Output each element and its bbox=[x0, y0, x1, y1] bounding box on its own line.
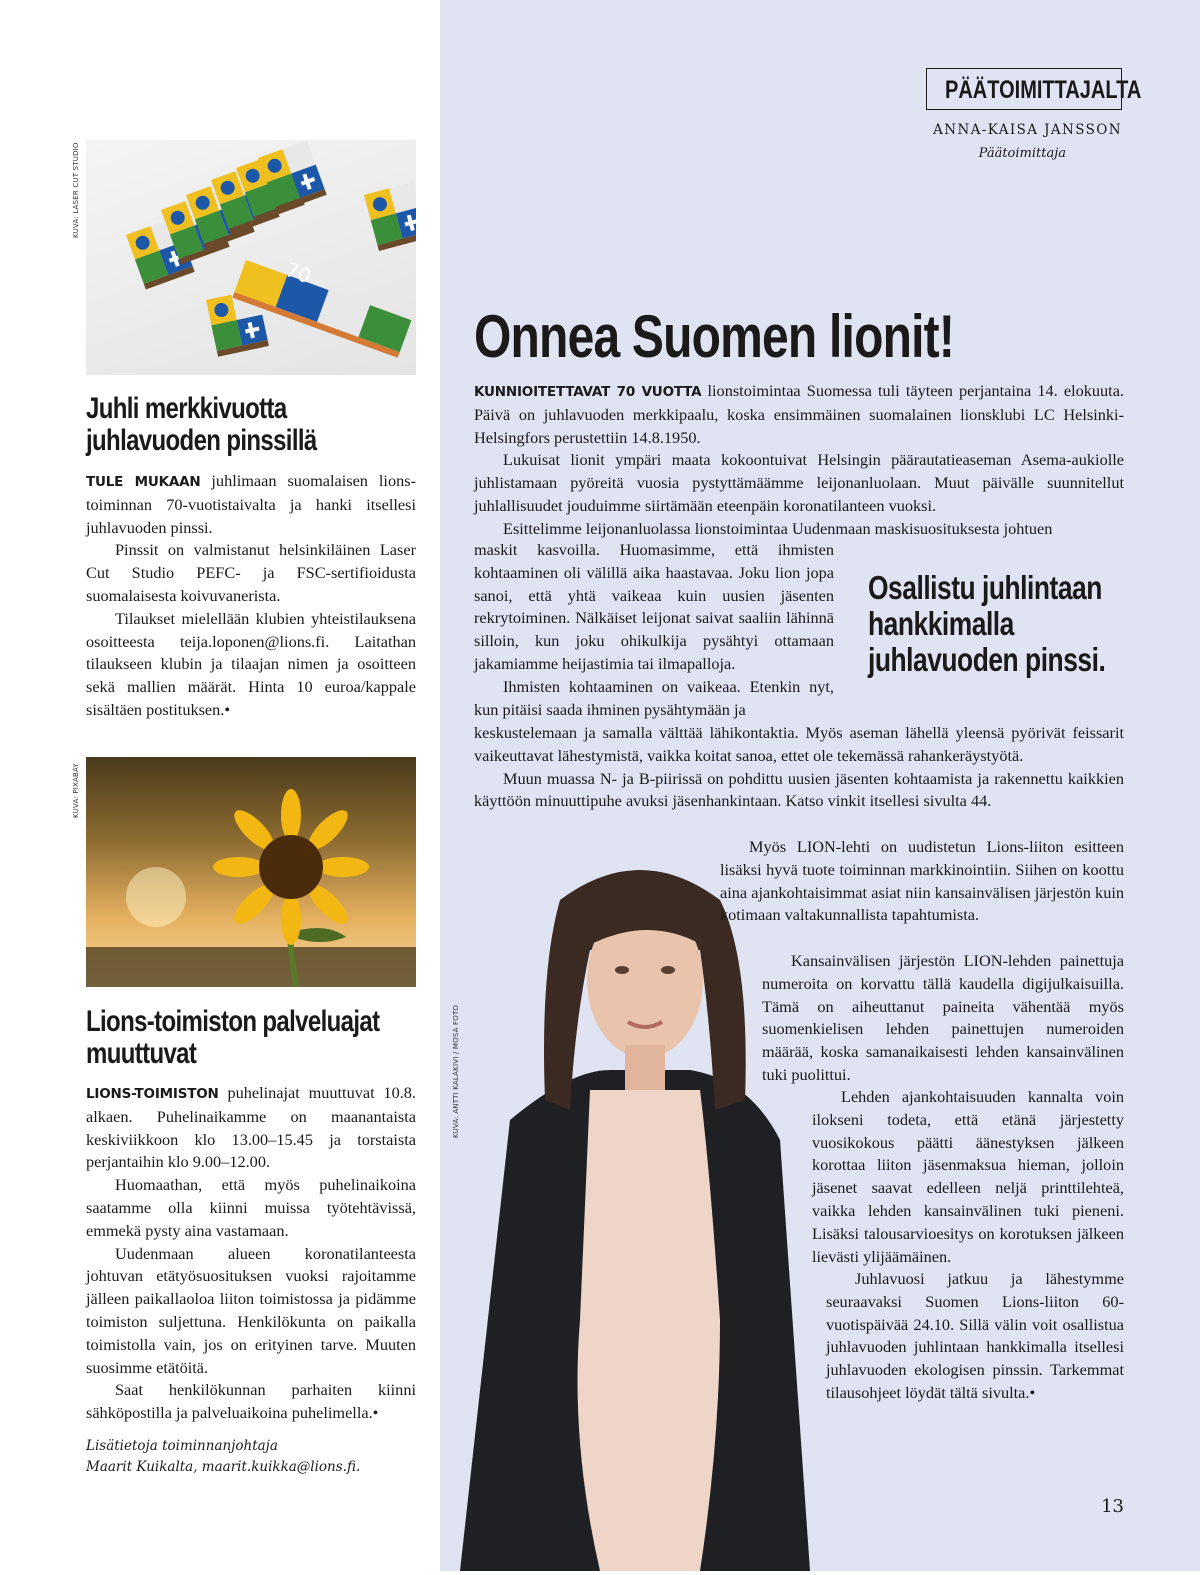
editorial-beside-portrait-2 bbox=[762, 950, 1124, 1087]
editorial-lead: KUNNIOITETTAVAT 70 VUOTTA bbox=[474, 384, 702, 400]
section-label-box bbox=[926, 68, 1142, 110]
editorial-headline: Onnea Suomen lionit! bbox=[474, 303, 955, 370]
pull-quote bbox=[868, 570, 1105, 678]
office-article-paragraph: Huomaathan, että myös puhelinaikoina saatamme olla kiinni muissa työtehtävissä, emmekä pysty aina vastamaan. bbox=[86, 1175, 416, 1240]
office-article-title-line1: Lions-toimiston palveluajat bbox=[86, 1005, 380, 1038]
editorial-intro bbox=[474, 380, 1124, 541]
editorial-paragraph: Lukuisat lionit ympäri maata kokoontuivat Helsingin päärautatieaseman Asema-aukiolle juhlistamaan pyöreitä vuosia pystyttämäämme leijonanluolaan. Muut päivälle suunnitellut juhlallisuudet jouduimme siirtämään eteenpäin koronatilanteen vuoksi. bbox=[474, 450, 1124, 515]
office-article-body bbox=[86, 1082, 416, 1425]
pin-article-paragraph: Pinssit on valmistanut helsinkiläinen Laser Cut Studio PEFC- ja FSC-sertifioidusta suomalaisesta koivuvanerista. bbox=[86, 540, 416, 605]
pin-badge-70: 70 bbox=[282, 257, 315, 289]
editorial-continued bbox=[474, 722, 1124, 813]
pins-illustration bbox=[86, 140, 416, 375]
editorial-paragraph: maskit kasvoilla. Huomasimme, että ihmisten kohtaaminen oli välillä aika haastavaa. Joku lion jopa sanoi, että yhtä vaikeaa kuin uusien jäsenten rekrytoiminen. Nälkäiset leijonat saivat saaliin lähinnä silloin, kun joku ohikulkija pysähtyi ottamaan jakamiamme heijastimia tai ilmapalloja. bbox=[474, 540, 834, 673]
office-article-title-line2: muuttuvat bbox=[86, 1037, 197, 1070]
office-contact bbox=[86, 1436, 416, 1478]
editorial-paragraph: keskustelemaan ja samalla välttää lähikontaktia. Myös aseman lähellä yleensä pyörivät feissarit vaikeuttavat lähestymistä, vaikka koitat sanoa, ettet ole tekemässä rahankeräystyötä. bbox=[474, 723, 1124, 765]
editorial-paragraph: Ihmisten kohtaaminen on vaikeaa. Etenkin nyt, kun pitäisi saada ihminen pysähtymään ja bbox=[474, 676, 834, 719]
section-label: PÄÄTOIMITTAJALTA bbox=[945, 76, 1142, 104]
office-article-lead: LIONS-TOIMISTON bbox=[86, 1086, 219, 1102]
author-name: ANNA-KAISA JANSSON bbox=[933, 122, 1122, 138]
office-article-title bbox=[86, 1006, 379, 1070]
editorial-paragraph: Kansainvälisen järjestön LION-lehden painettuja numeroita on korvattu tällä kaudella digijulkaisuilla. Tämä on aiheuttanut paineita vähentää myös suomenkielisen lehden painettujen numeroiden määrää, koska samanaikaisesti lehden kansainvälinen tuki puolittui. bbox=[762, 951, 1124, 1084]
pins-photo bbox=[86, 140, 416, 375]
editorial-paragraph: Esittelimme leijonanluolassa lionstoimintaa Uudenmaan maskisuosituksesta johtuen bbox=[503, 518, 1053, 538]
office-article-lead-rest: puhelinajat muuttuvat 10.8. alkaen. Puhelinaikamme on maanantaista keskiviikkoon klo 13.00–15.45 ja torstaista perjantaihin klo 9.00–12.00. bbox=[86, 1083, 416, 1172]
office-article-paragraph: Uudenmaan alueen koronatilanteesta johtuvan etätyösuosituksen vuoksi rajoitamme jälleen paikallaoloa liiton toimistossa ja pidämme toimiston suljettuna. Henkilökunta on paikalla toimistolla vain, jos on erityinen tarve. Muuten suosimme etätöitä. bbox=[86, 1243, 416, 1377]
pin-article-lead-rest: juhlimaan suomalaisen lions-toiminnan 70-vuotistaivalta ja hanki itsellesi juhlavuoden pinssi. bbox=[86, 471, 416, 537]
photo-credit-portrait: KUVA: ANTTI KALAKIVI / MOSA FOTO bbox=[452, 1004, 460, 1138]
sunflower-photo bbox=[86, 757, 416, 987]
sunflower-illustration bbox=[86, 757, 416, 987]
pull-quote-line1: Osallistu juhlintaan bbox=[868, 569, 1102, 606]
editorial-paragraph: Lehden ajankohtaisuuden kannalta voin ilokseni todeta, että etänä järjestetty vuosikokous päätti äänestyksen jälkeen korottaa liiton jäsenmaksua hieman, jolloin jäsenet saavat edelleen neljä printtilehteä, vaikka lehden kansainvälinen tuki pieneni. Lisäksi talousarvioesitys on korotuksen jälkeen lievästi ylijäämäinen. bbox=[812, 1087, 1124, 1266]
editorial-beside-portrait-1 bbox=[720, 836, 1124, 927]
editorial-paragraph: Muun muassa N- ja B-piirissä on pohdittu uusien jäsenten kohtaamista ja rakennettu kaikkien käyttöön minuuttipuhe avuksi jäsenhankintaan. Katso vinkit itsellesi sivulta 44. bbox=[474, 768, 1124, 811]
editorial-paragraph: Juhlavuosi jatkuu ja lähestymme seuraavaksi Suomen Lions-liiton 60-vuotispäivää 24.10. Sillä välin voit osallistua juhlavuoden juhlintaan hankkimalla itsellesi juhlavuoden ekologisen pinssin. Tarkemmat tilausohjeet löydät tältä sivulta.• bbox=[826, 1269, 1124, 1402]
pull-quote-line2: hankkimalla bbox=[868, 605, 1014, 642]
page-number: 13 bbox=[1101, 1496, 1124, 1517]
editorial-paragraph: Myös LION-lehti on uudistetun Lions-liiton esitteen lisäksi hyvä tuote toiminnan markkinointiin. Siihen on koottu aina ajankohtaisimmat asiat niin kansainvälisen järjestön kuin kotimaan valtakunnallista tapahtumista. bbox=[720, 837, 1124, 925]
pin-article-body bbox=[86, 470, 416, 722]
editorial-beside-portrait-4 bbox=[826, 1268, 1124, 1405]
editorial-narrow-column bbox=[474, 539, 834, 721]
author-role: Päätoimittaja bbox=[978, 146, 1066, 161]
photo-credit-sunflower: KUVA: PIXABAY bbox=[72, 763, 80, 818]
pin-article-title-line2: juhlavuoden pinssillä bbox=[86, 424, 317, 457]
pin-article-paragraph: Tilaukset mielellään klubien yhteistilauksena osoitteesta teija.loponen@lions.fi. Laitathan tilaukseen klubin ja tilaajan nimen ja osoitteen sekä mallien määrät. Hinta 10 euroa/kappale sisältäen postituksen.• bbox=[86, 608, 416, 719]
editorial-beside-portrait-3 bbox=[812, 1086, 1124, 1268]
office-article-paragraph: Saat henkilökunnan parhaiten kiinni sähköpostilla ja palveluaikoina puhelimella.• bbox=[86, 1380, 416, 1423]
pin-article-title bbox=[86, 393, 317, 457]
photo-credit-pins: KUVA: LASER CUT STUDIO bbox=[72, 142, 80, 238]
pull-quote-line3: juhlavuoden pinssi. bbox=[868, 641, 1106, 678]
editorial-lead-rest: lionstoimintaa Suomessa tuli täyteen perjantaina 14. elokuuta. Päivä on juhlavuoden merkkipaalu, koska ensimmäinen suomalainen lionsklubi LC Helsinki-Helsingfors perustettiin 14.8.1950. bbox=[474, 381, 1125, 447]
pin-article-title-line1: Juhli merkkivuotta bbox=[86, 392, 287, 425]
office-contact-line1: Lisätietoja toiminnanjohtaja bbox=[86, 1438, 278, 1454]
pin-article-lead: TULE MUKAAN bbox=[86, 474, 201, 490]
office-contact-line2: Maarit Kuikalta, maarit.kuikka@lions.fi. bbox=[86, 1459, 361, 1475]
